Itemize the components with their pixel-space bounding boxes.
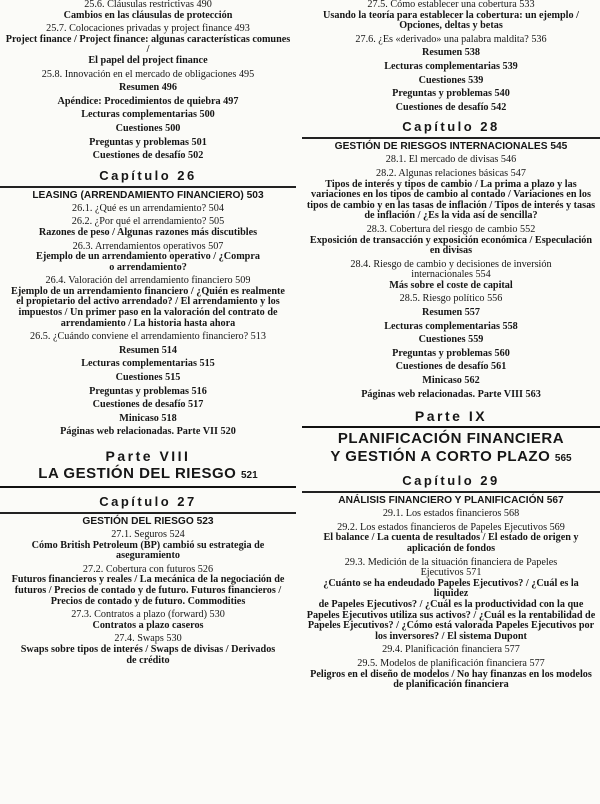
toc-subentry: El balance / La cuenta de resultados / El estado de origen y xyxy=(323,532,579,544)
toc-questions: Cuestiones 500 xyxy=(115,122,181,134)
toc-subentry: de inflación / ¿Es la vida así de sencilla? xyxy=(364,210,538,222)
toc-entry: 25.6. Cláusulas restrictivas 490 xyxy=(84,0,212,10)
part-9-label: Parte IX xyxy=(414,408,488,425)
toc-subentry: de planificación financiera xyxy=(393,679,509,691)
toc-entry: 26.5. ¿Cuándo conviene el arrendamiento financiero? 513 xyxy=(30,331,266,343)
toc-subentry: arrendamiento / La historia hasta ahora xyxy=(60,317,236,329)
toc-entry: 25.8. Innovación en el mercado de obligaciones 495 xyxy=(41,68,255,80)
toc-web-pages: Páginas web relacionadas. Parte VIII 563 xyxy=(361,388,541,400)
toc-subentry: el propietario del activo arrendado? / El arrendamiento y los xyxy=(16,296,280,308)
toc-entry: 29.2. Los estados financieros de Papeles Ejecutivos 569 xyxy=(337,521,565,533)
part-rule xyxy=(302,426,600,428)
toc-challenge: Cuestiones de desafío 542 xyxy=(395,101,507,113)
toc-entry: 26.4. Valoración del arrendamiento financiero 509 xyxy=(45,275,251,287)
toc-readings: Lecturas complementarias 500 xyxy=(81,109,215,121)
toc-subentry: Cambios en las cláusulas de protección xyxy=(63,9,233,21)
part-9-title-line-2 xyxy=(302,449,600,467)
toc-entry: 27.3. Contratos a plazo (forward) 530 xyxy=(71,609,225,621)
toc-subentry: ¿Cuánto se ha endeudado Papeles Ejecutivos? / ¿Cuál es la liquidez xyxy=(323,577,579,600)
toc-subentry: Exposición de transacción y exposición económica / Especulación xyxy=(309,234,593,246)
toc-entry: 28.5. Riesgo político 556 xyxy=(399,293,503,305)
toc-subentry: Futuros financieros y reales / La mecánica de la negociación de xyxy=(11,574,285,586)
toc-problems: Preguntas y problemas 501 xyxy=(89,136,207,148)
toc-entry: 25.7. Colocaciones privadas y project finance 493 xyxy=(46,23,250,35)
chapter-27-label: Capítulo 27 xyxy=(99,494,197,509)
toc-subentry: Más sobre el coste de capital xyxy=(389,279,513,291)
toc-summary: Resumen 538 xyxy=(421,47,480,59)
toc-entry: 28.3. Cobertura del riesgo de cambio 552 xyxy=(366,223,536,235)
toc-problems: Preguntas y problemas 516 xyxy=(89,385,207,397)
toc-subentry: Razones de peso / Algunas razones más discutibles xyxy=(38,226,258,238)
part-8-title xyxy=(0,466,296,484)
chapter-rule xyxy=(0,512,296,514)
toc-entry: Ejecutivos 571 xyxy=(420,567,482,579)
left-column xyxy=(0,0,296,666)
toc-subentry: en divisas xyxy=(429,245,473,257)
toc-entry: 27.5. Cómo establecer una cobertura 533 xyxy=(367,0,535,10)
toc-problems: Preguntas y problemas 540 xyxy=(392,88,510,100)
toc-appendix: Apéndice: Procedimientos de quiebra 497 xyxy=(57,95,239,107)
toc-subentry: Opciones, deltas y betas xyxy=(399,20,503,32)
toc-entry: 29.5. Modelos de planificación financiera 577 xyxy=(357,657,545,669)
toc-readings: Lecturas complementarias 515 xyxy=(81,358,215,370)
toc-summary: Resumen 514 xyxy=(118,344,177,356)
part-8-label: Parte VIII xyxy=(105,448,191,464)
toc-entry: 29.4. Planificación financiera 577 xyxy=(382,644,520,656)
toc-entry: 26.1. ¿Qué es un arrendamiento? 504 xyxy=(72,202,224,214)
toc-readings: Lecturas complementarias 558 xyxy=(384,320,518,332)
toc-subentry: Papeles Ejecutivos? / ¿Cómo está valorada Papeles Ejecutivos por xyxy=(307,620,595,632)
toc-subentry: Contratos a plazo caseros xyxy=(92,619,204,631)
toc-subentry: Peligros en el diseño de modelos / No hay finanzas en los modelos xyxy=(310,668,592,680)
chapter-rule xyxy=(0,186,296,188)
toc-subentry: Ejemplo de un arrendamiento operativo / ¿Compra xyxy=(36,251,260,263)
toc-subentry: Swaps sobre tipos de interés / Swaps de divisas / Derivados xyxy=(20,643,276,655)
toc-subentry: Tipos de interés y tipos de cambio / La prima a plazo y las xyxy=(325,178,577,190)
toc-entry: internacionales 554 xyxy=(411,269,491,281)
toc-problems: Preguntas y problemas 560 xyxy=(392,347,510,359)
toc-entry: 27.2. Cobertura con futuros 526 xyxy=(82,563,214,575)
part-8-page: 521 xyxy=(241,470,258,481)
chapter-26-title: LEASING (ARRENDAMIENTO FINANCIERO) 503 xyxy=(32,189,264,201)
toc-challenge: Cuestiones de desafío 561 xyxy=(395,361,507,373)
right-column xyxy=(302,0,600,691)
toc-entry: 28.4. Riesgo de cambio y decisiones de inversión xyxy=(350,258,552,270)
toc-entry: 29.3. Medición de la situación financiera de Papeles xyxy=(344,556,558,568)
toc-summary: Resumen 496 xyxy=(118,82,177,94)
part-rule xyxy=(0,486,296,488)
toc-minicase: Minicaso 562 xyxy=(422,375,480,387)
toc-subentry: variaciones en los tipos de cambio al contado / Variaciones en los xyxy=(311,189,591,201)
toc-subentry: Ejemplo de un arrendamiento financiero / ¿Quién es realmente xyxy=(11,285,285,297)
toc-summary: Resumen 557 xyxy=(421,307,480,319)
toc-challenge: Cuestiones de desafío 502 xyxy=(92,150,204,162)
toc-subentry: Project finance / Project finance: algunas características comunes / xyxy=(5,33,291,56)
toc-subentry: aseguramiento xyxy=(116,550,180,562)
toc-entry: 28.1. El mercado de divisas 546 xyxy=(385,154,517,166)
chapter-28-label: Capítulo 28 xyxy=(402,119,500,135)
toc-readings: Lecturas complementarias 539 xyxy=(384,60,518,72)
toc-entry: 29.1. Los estados financieros 568 xyxy=(382,508,520,520)
toc-subentry: futuros / Precios de contado y de futuro. Futuros financieros / xyxy=(14,584,282,596)
toc-entry: 28.2. Algunas relaciones básicas 547 xyxy=(376,167,526,179)
part-9-page: 565 xyxy=(554,453,572,465)
part-8-title-text: LA GESTIÓN DEL RIESGO xyxy=(38,465,237,482)
chapter-rule xyxy=(302,491,600,493)
toc-web-pages: Páginas web relacionadas. Parte VII 520 xyxy=(60,426,236,438)
toc-entry: 26.2. ¿Por qué el arrendamiento? 505 xyxy=(71,216,225,228)
toc-subentry: El papel del project finance xyxy=(88,54,208,66)
toc-questions: Cuestiones 515 xyxy=(115,372,181,384)
chapter-rule xyxy=(302,137,600,139)
part-9-title-line-1: PLANIFICACIÓN FINANCIERA xyxy=(337,430,565,448)
toc-subentry: Precios de contado y de futuro. Commodities xyxy=(50,595,246,607)
toc-entry: 27.1. Seguros 524 xyxy=(111,529,185,540)
chapter-29-title: ANÁLISIS FINANCIERO Y PLANIFICACIÓN 567 xyxy=(338,495,564,507)
toc-questions: Cuestiones 539 xyxy=(418,74,484,86)
toc-subentry: de crédito xyxy=(126,654,170,666)
toc-challenge: Cuestiones de desafío 517 xyxy=(92,399,204,411)
toc-subentry: de Papeles Ejecutivos? / ¿Cuál es la productividad con la que xyxy=(318,598,584,610)
toc-subentry: tipos de cambio y en las tasas de inflación / Tipos de interés y tasas xyxy=(306,199,596,211)
toc-entry: 26.3. Arrendamientos operativos 507 xyxy=(72,240,224,252)
toc-subentry: Cómo British Petroleum (BP) cambió su estrategia de xyxy=(31,539,265,551)
toc-subentry: Papeles Ejecutivos utiliza sus activos? / ¿Cuál es la rentabilidad de xyxy=(306,609,596,621)
chapter-29-label: Capítulo 29 xyxy=(402,473,500,489)
chapter-27-title: GESTIÓN DEL RIESGO 523 xyxy=(82,516,214,527)
part-9-title-line-2-text: Y GESTIÓN A CORTO PLAZO xyxy=(330,448,551,466)
toc-entry: 27.6. ¿Es «derivado» una palabra maldita? 536 xyxy=(355,33,547,45)
chapter-26-label: Capítulo 26 xyxy=(99,167,197,183)
toc-questions: Cuestiones 559 xyxy=(418,334,484,346)
toc-subentry: o arrendamiento? xyxy=(109,261,187,273)
toc-entry: 27.4. Swaps 530 xyxy=(114,633,182,645)
toc-subentry: aplicación de fondos xyxy=(406,543,496,554)
toc-subentry: los inversores? / El sistema Dupont xyxy=(375,630,527,642)
toc-minicase: Minicaso 518 xyxy=(119,412,177,424)
toc-subentry: impuestos / Un primer paso en la valoración del contrato de xyxy=(18,307,278,319)
toc-subentry: Usando la teoría para establecer la cobertura: un ejemplo / xyxy=(323,9,579,21)
chapter-28-title: GESTIÓN DE RIESGOS INTERNACIONALES 545 xyxy=(334,141,568,153)
